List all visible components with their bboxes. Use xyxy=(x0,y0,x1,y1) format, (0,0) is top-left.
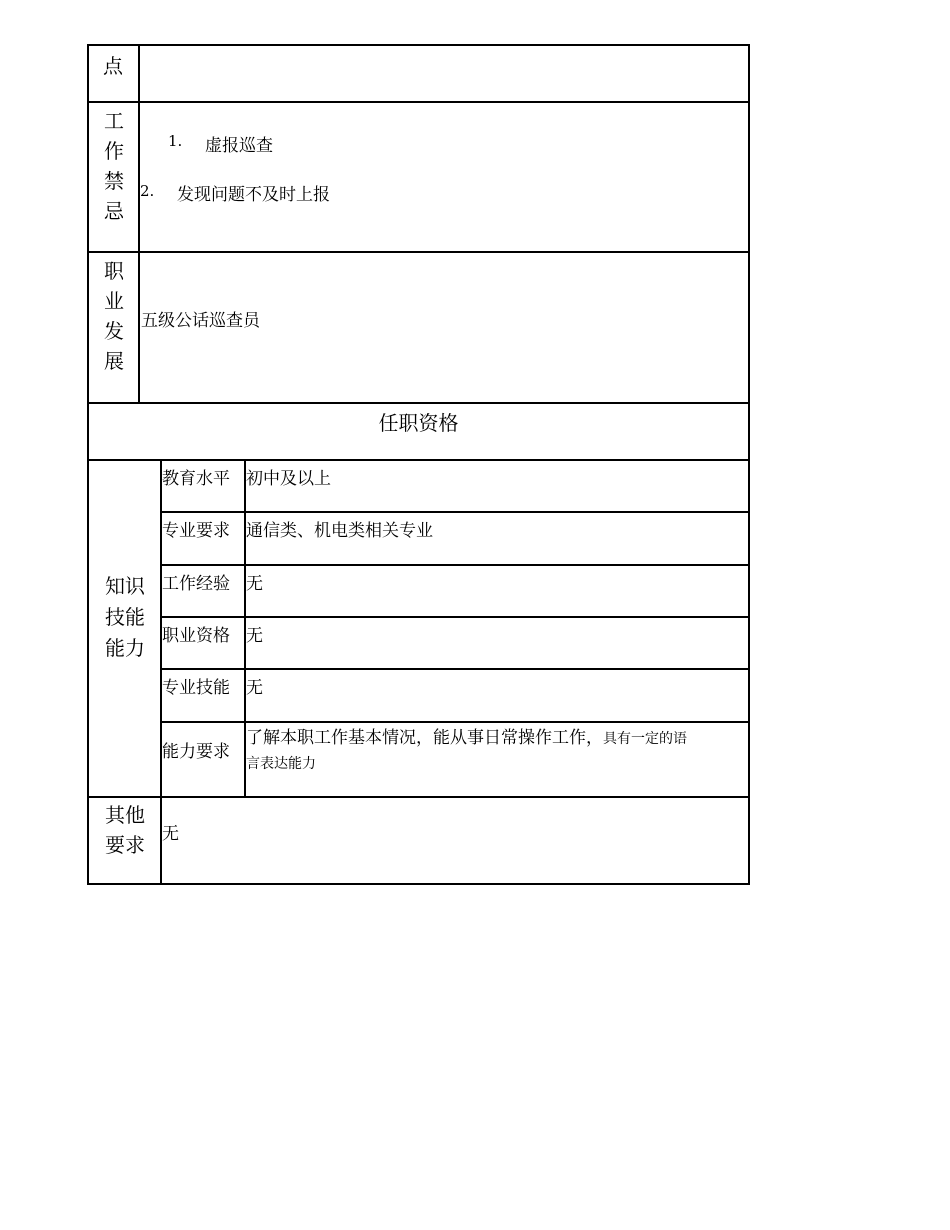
prohibition-item-number: 2. xyxy=(140,182,155,200)
other-requirements-value: 无 xyxy=(162,824,179,844)
qualification-value: 无 xyxy=(246,626,263,646)
row-divider xyxy=(87,459,750,461)
education-value: 初中及以上 xyxy=(246,469,331,489)
table-top-border xyxy=(87,44,750,46)
education-label: 教育水平 xyxy=(162,469,230,489)
major-value: 通信类、机电类相关专业 xyxy=(246,521,433,541)
qualifications-header: 任职资格 xyxy=(378,411,459,435)
row-divider xyxy=(160,511,750,513)
skills-value: 无 xyxy=(246,678,263,698)
career-path-text: 五级公话巡查员 xyxy=(141,311,260,331)
prohibition-item-text: 发现问题不及时上报 xyxy=(177,185,330,205)
prohibition-item-number: 1. xyxy=(168,132,183,150)
row-divider xyxy=(160,721,750,723)
experience-value: 无 xyxy=(246,574,263,594)
row-divider xyxy=(87,796,750,798)
ability-value: 了解本职工作基本情况，能从事日常操作工作，具有一定的语 言表达能力 xyxy=(246,728,687,772)
table-right-border xyxy=(748,44,750,885)
row-divider xyxy=(87,251,750,253)
prohibition-item-text: 虚报巡查 xyxy=(205,136,273,156)
skills-label: 专业技能 xyxy=(162,678,230,698)
point-label: 点 xyxy=(103,54,123,78)
ability-label: 能力要求 xyxy=(162,742,230,762)
knowledge-label: 知识 技能 能力 xyxy=(105,574,145,660)
major-label: 专业要求 xyxy=(162,521,230,541)
row-divider xyxy=(87,101,750,103)
table-bottom-border xyxy=(87,883,750,885)
row-divider xyxy=(160,668,750,670)
other-requirements-label: 其他 要求 xyxy=(105,803,145,857)
row-divider xyxy=(160,564,750,566)
row-divider xyxy=(160,616,750,618)
prohibitions-label: 工 作 禁 忌 xyxy=(104,109,124,223)
experience-label: 工作经验 xyxy=(162,574,230,594)
qualification-label: 职业资格 xyxy=(162,626,230,646)
career-label: 职 业 发 展 xyxy=(104,259,124,373)
row-divider xyxy=(87,402,750,404)
